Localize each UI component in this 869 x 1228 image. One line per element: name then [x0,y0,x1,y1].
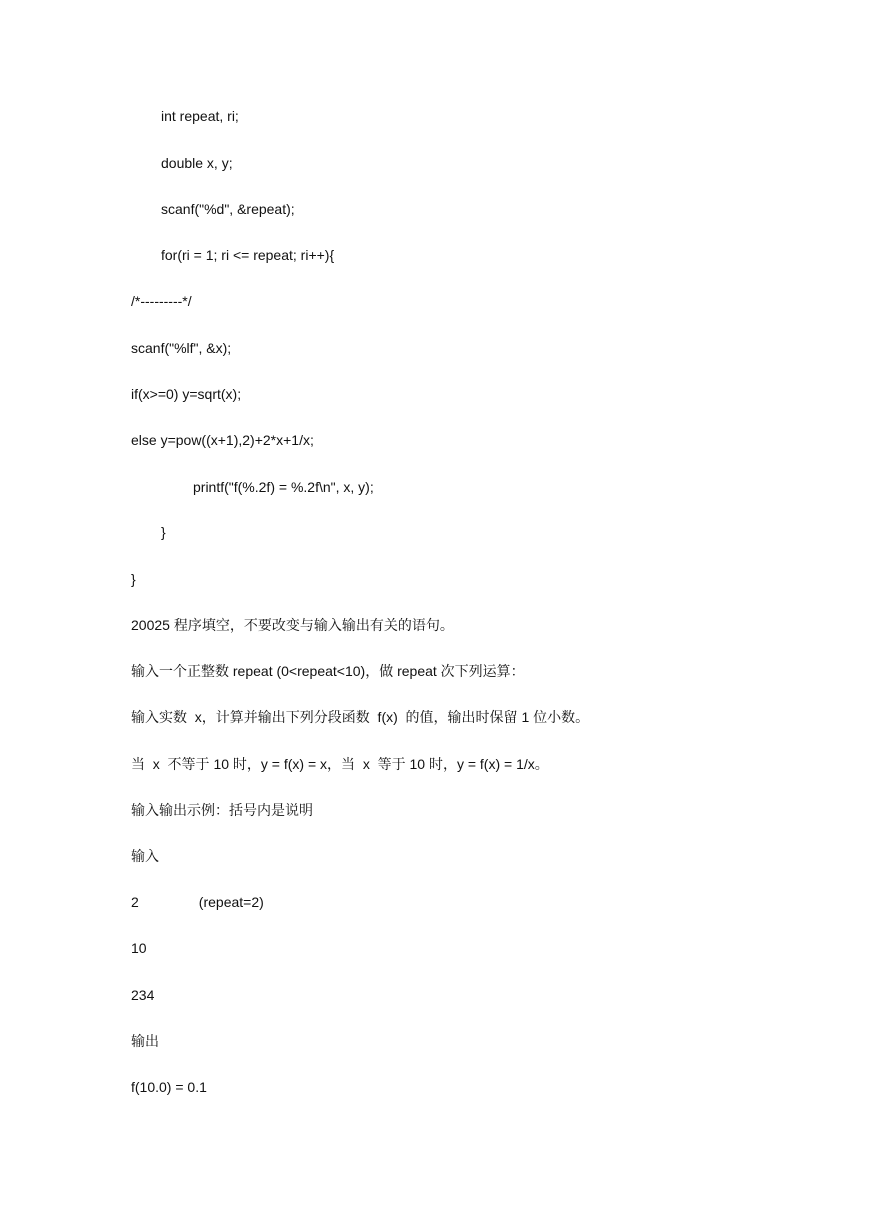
output-line-1: f(10.0) = 0.1 [131,1079,207,1095]
code-decl-double: double x, y; [161,155,233,171]
output-label: 输出 [131,1033,159,1049]
code-scanf-x: scanf("%lf", &x); [131,340,232,356]
code-outer-brace: } [131,571,136,587]
problem-description-2: 输入实数 x，计算并输出下列分段函数 f(x) 的值，输出时保留 1 位小数。 [131,709,590,725]
input-line-1 [131,892,264,912]
code-decl-int: int repeat, ri; [161,108,239,124]
problem-description-3: 当 x 不等于 10 时，y = f(x) = x，当 x 等于 10 时，y = f(x) = 1/x。 [131,756,549,772]
code-if-statement: if(x>=0) y=sqrt(x); [131,386,242,402]
input-line-2: 10 [131,940,147,956]
code-else-statement: else y=pow((x+1),2)+2*x+1/x; [131,432,314,448]
input-label: 输入 [131,848,159,864]
problem-description-1: 输入一个正整数 repeat (0<repeat<10)，做 repeat 次下列运算： [131,663,525,679]
code-inner-brace: } [161,524,166,540]
code-printf-statement: printf("f(%.2f) = %.2f\n", x, y); [193,479,374,495]
input-line-3: 234 [131,987,155,1003]
problem-title: 20025 程序填空，不要改变与输入输出有关的语句。 [131,617,454,633]
input-line-1-value: 2 [131,894,139,910]
code-for-loop: for(ri = 1; ri <= repeat; ri++){ [161,247,335,263]
input-line-1-note: (repeat=2) [198,894,264,910]
code-scanf-repeat: scanf("%d", &repeat); [161,201,295,217]
example-heading: 输入输出示例：括号内是说明 [131,802,313,818]
code-comment: /*---------*/ [131,293,192,309]
